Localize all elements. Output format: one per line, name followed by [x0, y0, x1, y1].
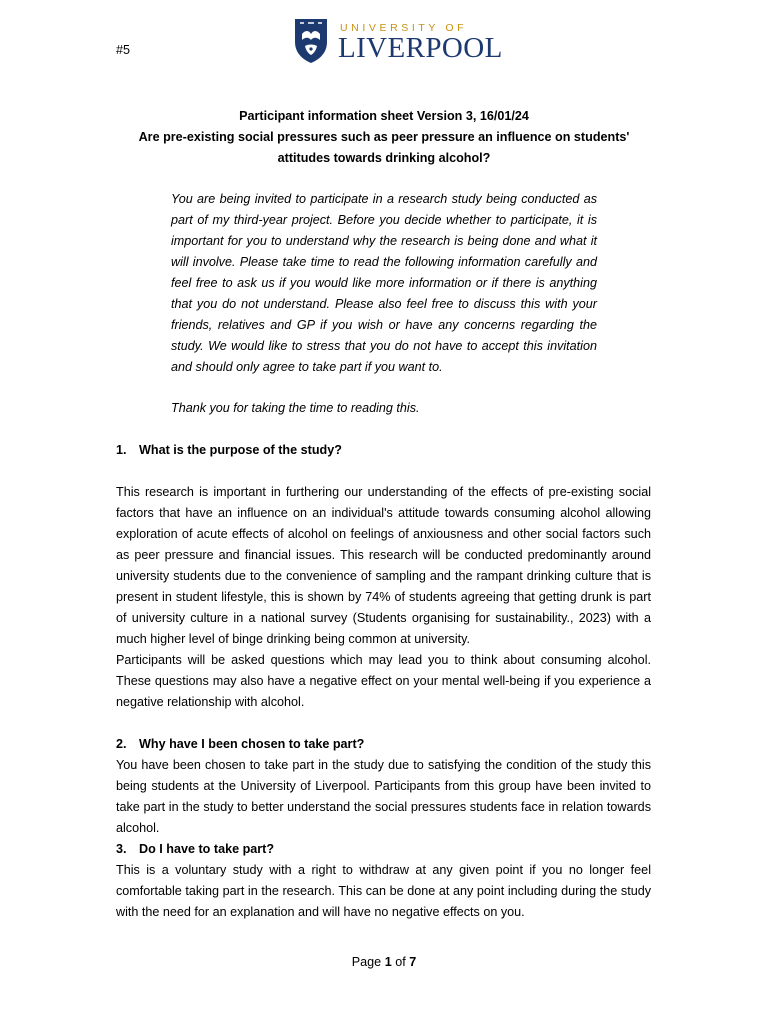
footer-page-label: Page	[351, 955, 382, 969]
section-1-title: What is the purpose of the study?	[139, 443, 342, 457]
study-title-line-2: attitudes towards drinking alcohol?	[277, 151, 491, 165]
section-2-paragraph: You have been chosen to take part in the study due to satisfying the condition of the study this being students at the University of Liverpool. Participants from this group have been invited to take part in the study to better understand the social pressures students face in relation towards alcohol.	[116, 758, 651, 835]
liverpool-crest-icon	[294, 18, 328, 64]
footer-current-page: 1	[384, 955, 392, 969]
document-title: Participant information sheet Version 3, 16/01/24	[239, 109, 529, 123]
logo-university-of: UNIVERSITY OF	[340, 22, 468, 34]
section-1-heading	[116, 443, 342, 457]
section-3-paragraph: This is a voluntary study with a right to withdraw at any given point if you no longer feel comfortable taking part in the research. This can be done at any point including during the study with the need for an explanation and will have no negative effects on you.	[116, 863, 651, 919]
section-1-number: 1.	[116, 443, 127, 457]
university-logo	[294, 18, 504, 68]
section-1-paragraph-2: Participants will be asked questions which may lead you to think about consuming alcohol. These questions may also have a negative effect on your mental well-being if you experience a negative relationship with alcohol.	[116, 653, 651, 709]
intro-thanks: Thank you for taking the time to reading this.	[171, 401, 420, 415]
footer-total-pages: 7	[409, 955, 417, 969]
section-3-title: Do I have to take part?	[139, 842, 275, 856]
section-3-heading	[116, 842, 274, 856]
page-footer	[0, 955, 768, 969]
section-2-number: 2.	[116, 737, 127, 751]
intro-paragraph: You are being invited to participate in a research study being conducted as part of my third-year project. Before you decide whether to participate, it is important for you to understand why the research is being done and what it will involve. Please take time to read the following information carefully and feel free to ask us if you would like more information or if there is anything that you do not understand. Please also feel free to discuss this with your friends, relatives and GP if you wish or have any concerns regarding the study. We would like to stress that you do not have to accept this invitation and should only agree to take part if you want to.	[171, 192, 597, 374]
section-1-paragraph-1: This research is important in furthering our understanding of the effects of pre-existing social factors that have an influence on an individual's attitude towards consuming alcohol allowing exploration of acute effects of alcohol on feelings of anxiousness and other social factors such as peer pressure and financial issues. This research will be conducted predominantly around university students due to the convenience of sampling and the rampant drinking culture that is present in student lifestyle, this is shown by 74% of students agreeing that getting drunk is part of university culture in a national survey (Students organising for sustainability., 2023) with a much higher level of binge drinking being common at university.	[116, 485, 651, 646]
section-2-title: Why have I been chosen to take part?	[139, 737, 365, 751]
section-3-number: 3.	[116, 842, 127, 856]
footer-of-label: of	[395, 955, 406, 969]
study-title-line-1: Are pre-existing social pressures such as peer pressure an influence on students'	[138, 130, 630, 144]
section-2-heading	[116, 737, 364, 751]
logo-liverpool: LIVERPOOL	[338, 32, 503, 64]
document-number: #5	[116, 43, 131, 57]
